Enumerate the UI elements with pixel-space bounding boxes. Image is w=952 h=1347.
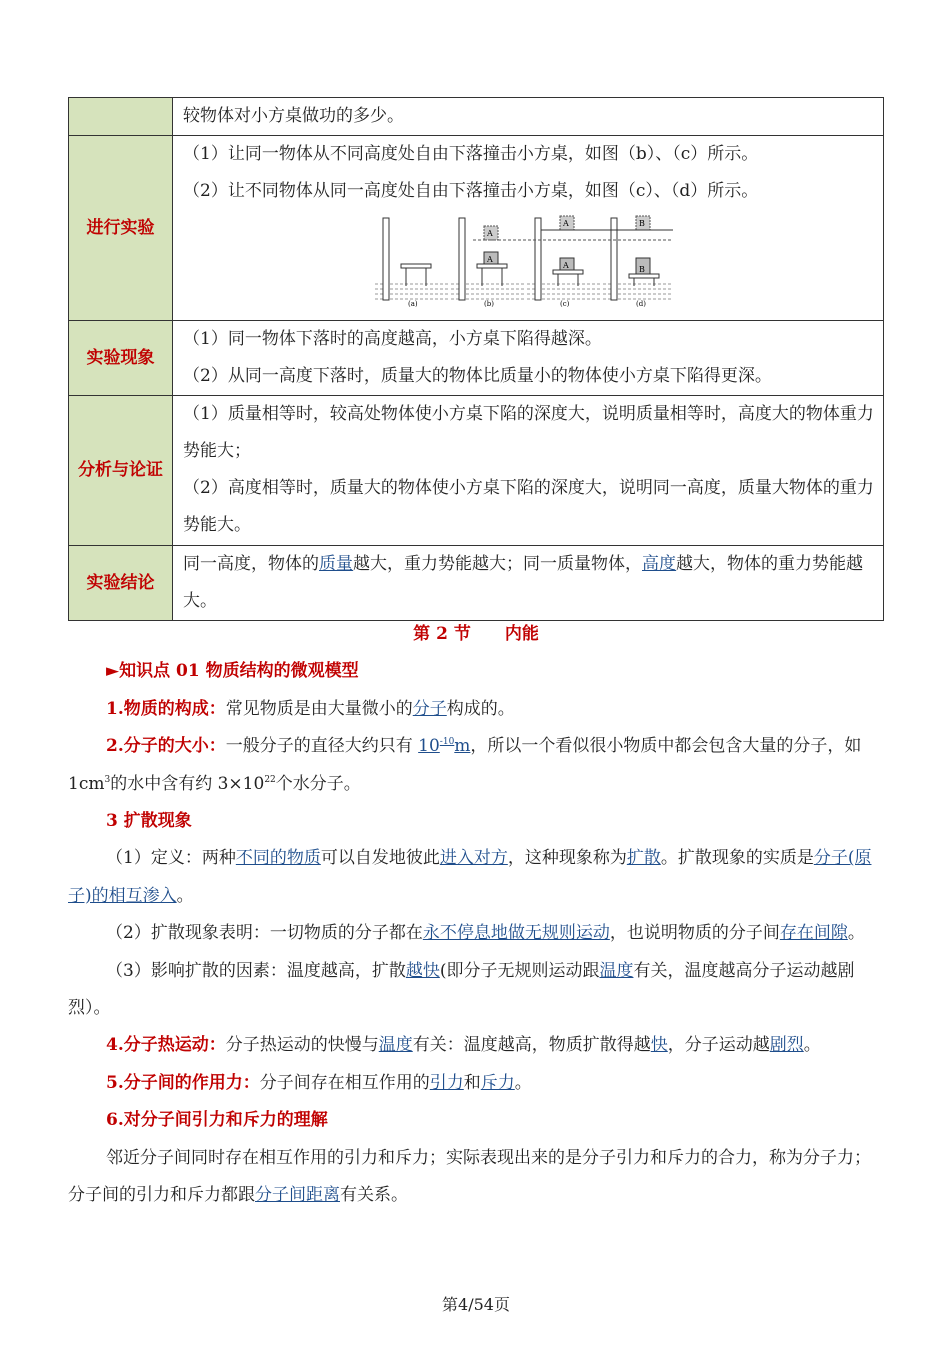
text-segment: 。扩散现象的实质是 bbox=[660, 848, 814, 869]
row-label: 进行实验 bbox=[69, 136, 173, 321]
table-row bbox=[69, 396, 884, 546]
paragraph bbox=[68, 953, 884, 1028]
underlined-answer: 分子间距离 bbox=[255, 1185, 340, 1206]
text-segment: 的水中含有约 3×10 bbox=[110, 773, 265, 794]
content-line bbox=[183, 98, 875, 135]
text-segment: （2）高度相等时，质量大的物体使小方桌下陷的深度大，说明同一高度，质量大物体的重力势能大。 bbox=[183, 478, 874, 535]
paragraph bbox=[68, 653, 884, 690]
text-segment: 越大，重力势能越大；同一质量物体， bbox=[353, 554, 642, 574]
text-segment: （2）扩散现象表明：一切物质的分子都在 bbox=[106, 923, 423, 944]
table-row bbox=[69, 546, 884, 621]
text-segment: （1）质量相等时，较高处物体使小方桌下陷的深度大，说明质量相等时，高度大的物体重力势能大； bbox=[183, 404, 874, 461]
ruler bbox=[459, 218, 465, 300]
content-line bbox=[183, 396, 875, 470]
paragraph bbox=[68, 1102, 884, 1139]
underlined-answer: 进入对方 bbox=[439, 848, 508, 869]
row-label: 实验结论 bbox=[69, 546, 173, 621]
text-segment: ，这种现象称为 bbox=[507, 848, 627, 869]
figure-label: (c) bbox=[560, 300, 570, 307]
heading-text: ►知识点 01 物质结构的微观模型 bbox=[106, 661, 359, 682]
table-top bbox=[401, 264, 431, 268]
content-line bbox=[183, 136, 875, 173]
content-line bbox=[183, 173, 875, 210]
row-content bbox=[173, 546, 884, 621]
page-number: 第4/54页 bbox=[442, 1295, 510, 1314]
text-segment: （1）让同一物体从不同高度处自由下落撞击小方桌，如图（b）、（c）所示。 bbox=[183, 144, 759, 164]
figure-label: (a) bbox=[408, 300, 418, 307]
text-segment: 22 bbox=[264, 774, 276, 785]
underlined-answer: 质量 bbox=[319, 554, 353, 574]
text-segment: 较物体对小方桌做功的多少。 bbox=[183, 106, 404, 126]
row-label: 实验现象 bbox=[69, 321, 173, 396]
underlined-answer: 扩散 bbox=[626, 848, 661, 869]
underlined-answer: 温度 bbox=[378, 1035, 413, 1056]
underlined-answer: m bbox=[454, 736, 471, 757]
underlined-answer: 不同的物质 bbox=[235, 848, 321, 869]
underlined-answer: 永不停息地做无规则运动 bbox=[422, 923, 610, 944]
text-segment: 3 bbox=[104, 774, 111, 785]
heading-text: 6.对分子间引力和斥力的理解 bbox=[106, 1110, 328, 1131]
ruler bbox=[535, 218, 541, 300]
underlined-answer: 存在间隙 bbox=[779, 923, 848, 944]
heading-text: 1.物质的构成： bbox=[106, 698, 226, 719]
row-content bbox=[173, 321, 884, 396]
content-line bbox=[183, 358, 875, 395]
experiment-figure bbox=[373, 212, 673, 307]
text-segment: 个水分子。 bbox=[275, 773, 361, 794]
ruler bbox=[383, 218, 389, 300]
text-segment: 邻近分子间同时存在相互作用的引力和斥力；实际表现出来的是分子引力和斥力的合力，称为分子力；分子间的引力和斥力都跟 bbox=[68, 1147, 871, 1206]
block-label: B bbox=[639, 265, 645, 274]
text-segment: （1）同一物体下落时的高度越高，小方桌下陷得越深。 bbox=[183, 329, 602, 349]
block-label: A bbox=[563, 261, 569, 270]
row-label bbox=[69, 98, 173, 136]
text-segment: 和 bbox=[463, 1072, 481, 1093]
figure-label: (b) bbox=[484, 300, 494, 307]
block-label: A bbox=[487, 229, 493, 238]
underlined-answer: 越快 bbox=[405, 960, 440, 981]
text-segment: 有关：温度越高，物质扩散得越 bbox=[412, 1035, 651, 1056]
text-segment: 可以自发地彼此 bbox=[320, 848, 440, 869]
table-row bbox=[69, 136, 884, 321]
content-line bbox=[183, 321, 875, 358]
paragraph bbox=[68, 1140, 884, 1215]
content-line bbox=[183, 546, 875, 620]
paragraph bbox=[68, 915, 884, 952]
block-label: A bbox=[487, 255, 493, 264]
underlined-answer: 10 bbox=[418, 736, 440, 757]
table-top bbox=[477, 264, 507, 268]
underlined-answer: -10 bbox=[439, 737, 455, 748]
paragraph bbox=[68, 691, 884, 728]
content-body bbox=[68, 616, 884, 1215]
paragraph bbox=[68, 803, 884, 840]
text-segment: 常见物质是由大量微小的 bbox=[225, 698, 413, 719]
row-label: 分析与论证 bbox=[69, 396, 173, 546]
text-segment: （2）从同一高度下落时，质量大的物体比质量小的物体使小方桌下陷得更深。 bbox=[183, 366, 772, 386]
table-row bbox=[69, 98, 884, 136]
experiment-table bbox=[68, 97, 884, 621]
row-content bbox=[173, 396, 884, 546]
heading-text: 3 扩散现象 bbox=[106, 811, 192, 832]
heading-text: 2.分子的大小： bbox=[106, 736, 226, 757]
block-label: A bbox=[563, 219, 569, 228]
table-top bbox=[553, 270, 583, 274]
section-title: 第 2 节 内能 bbox=[413, 624, 539, 644]
heading-text: 5.分子间的作用力： bbox=[106, 1072, 260, 1093]
underlined-answer: 高度 bbox=[642, 554, 676, 574]
text-segment: 一般分子的直径大约只有 bbox=[225, 736, 419, 757]
text-segment: ，也说明物质的分子间 bbox=[609, 923, 780, 944]
text-segment: 分子间存在相互作用的 bbox=[259, 1072, 430, 1093]
table-top bbox=[629, 274, 659, 278]
paragraph bbox=[68, 728, 884, 803]
underlined-answer: 温度 bbox=[599, 960, 634, 981]
underlined-answer: 引力 bbox=[429, 1072, 464, 1093]
underlined-answer: 分子 bbox=[412, 698, 447, 719]
underlined-answer: 分子(原子)的相互渗入 bbox=[68, 848, 872, 906]
text-segment: ，所以一个看似很小物质中都会包含大量的分子，如 1cm bbox=[68, 736, 862, 794]
text-segment: 构成的。 bbox=[446, 698, 515, 719]
paragraph bbox=[68, 1065, 884, 1102]
text-segment: （2）让不同物体从同一高度处自由下落撞击小方桌，如图（c）、（d）所示。 bbox=[183, 181, 759, 201]
text-segment: 。 bbox=[803, 1035, 821, 1056]
text-segment: 有关系。 bbox=[340, 1185, 408, 1206]
underlined-answer: 快 bbox=[650, 1035, 668, 1056]
text-segment: 分子热运动的快慢与 bbox=[225, 1035, 379, 1056]
text-segment: （3）影响扩散的因素：温度越高，扩散 bbox=[106, 960, 406, 981]
text-segment: ，分子运动越 bbox=[667, 1035, 770, 1056]
text-segment: 。 bbox=[176, 885, 194, 906]
heading-text: 4.分子热运动： bbox=[106, 1035, 226, 1056]
text-segment: （1）定义：两种 bbox=[106, 848, 236, 869]
table-row bbox=[69, 321, 884, 396]
paragraph bbox=[68, 840, 884, 915]
paragraph bbox=[68, 1027, 884, 1064]
text-segment: 。 bbox=[847, 923, 865, 944]
text-segment: (即分子无规则运动跟 bbox=[439, 960, 600, 981]
block-label: B bbox=[639, 219, 645, 228]
row-content bbox=[173, 98, 884, 136]
text-segment: 同一高度，物体的 bbox=[183, 554, 319, 574]
text-segment: 有关，温度越高分子运动越剧烈）。 bbox=[68, 960, 855, 1019]
underlined-answer: 斥力 bbox=[480, 1072, 515, 1093]
figure-label: (d) bbox=[636, 300, 646, 307]
underlined-answer: 剧烈 bbox=[769, 1035, 804, 1056]
text-segment: 。 bbox=[514, 1072, 532, 1093]
text-segment: 越大，物体的重力势能越大。 bbox=[183, 554, 863, 611]
row-content bbox=[173, 136, 884, 321]
content-line bbox=[183, 470, 875, 544]
